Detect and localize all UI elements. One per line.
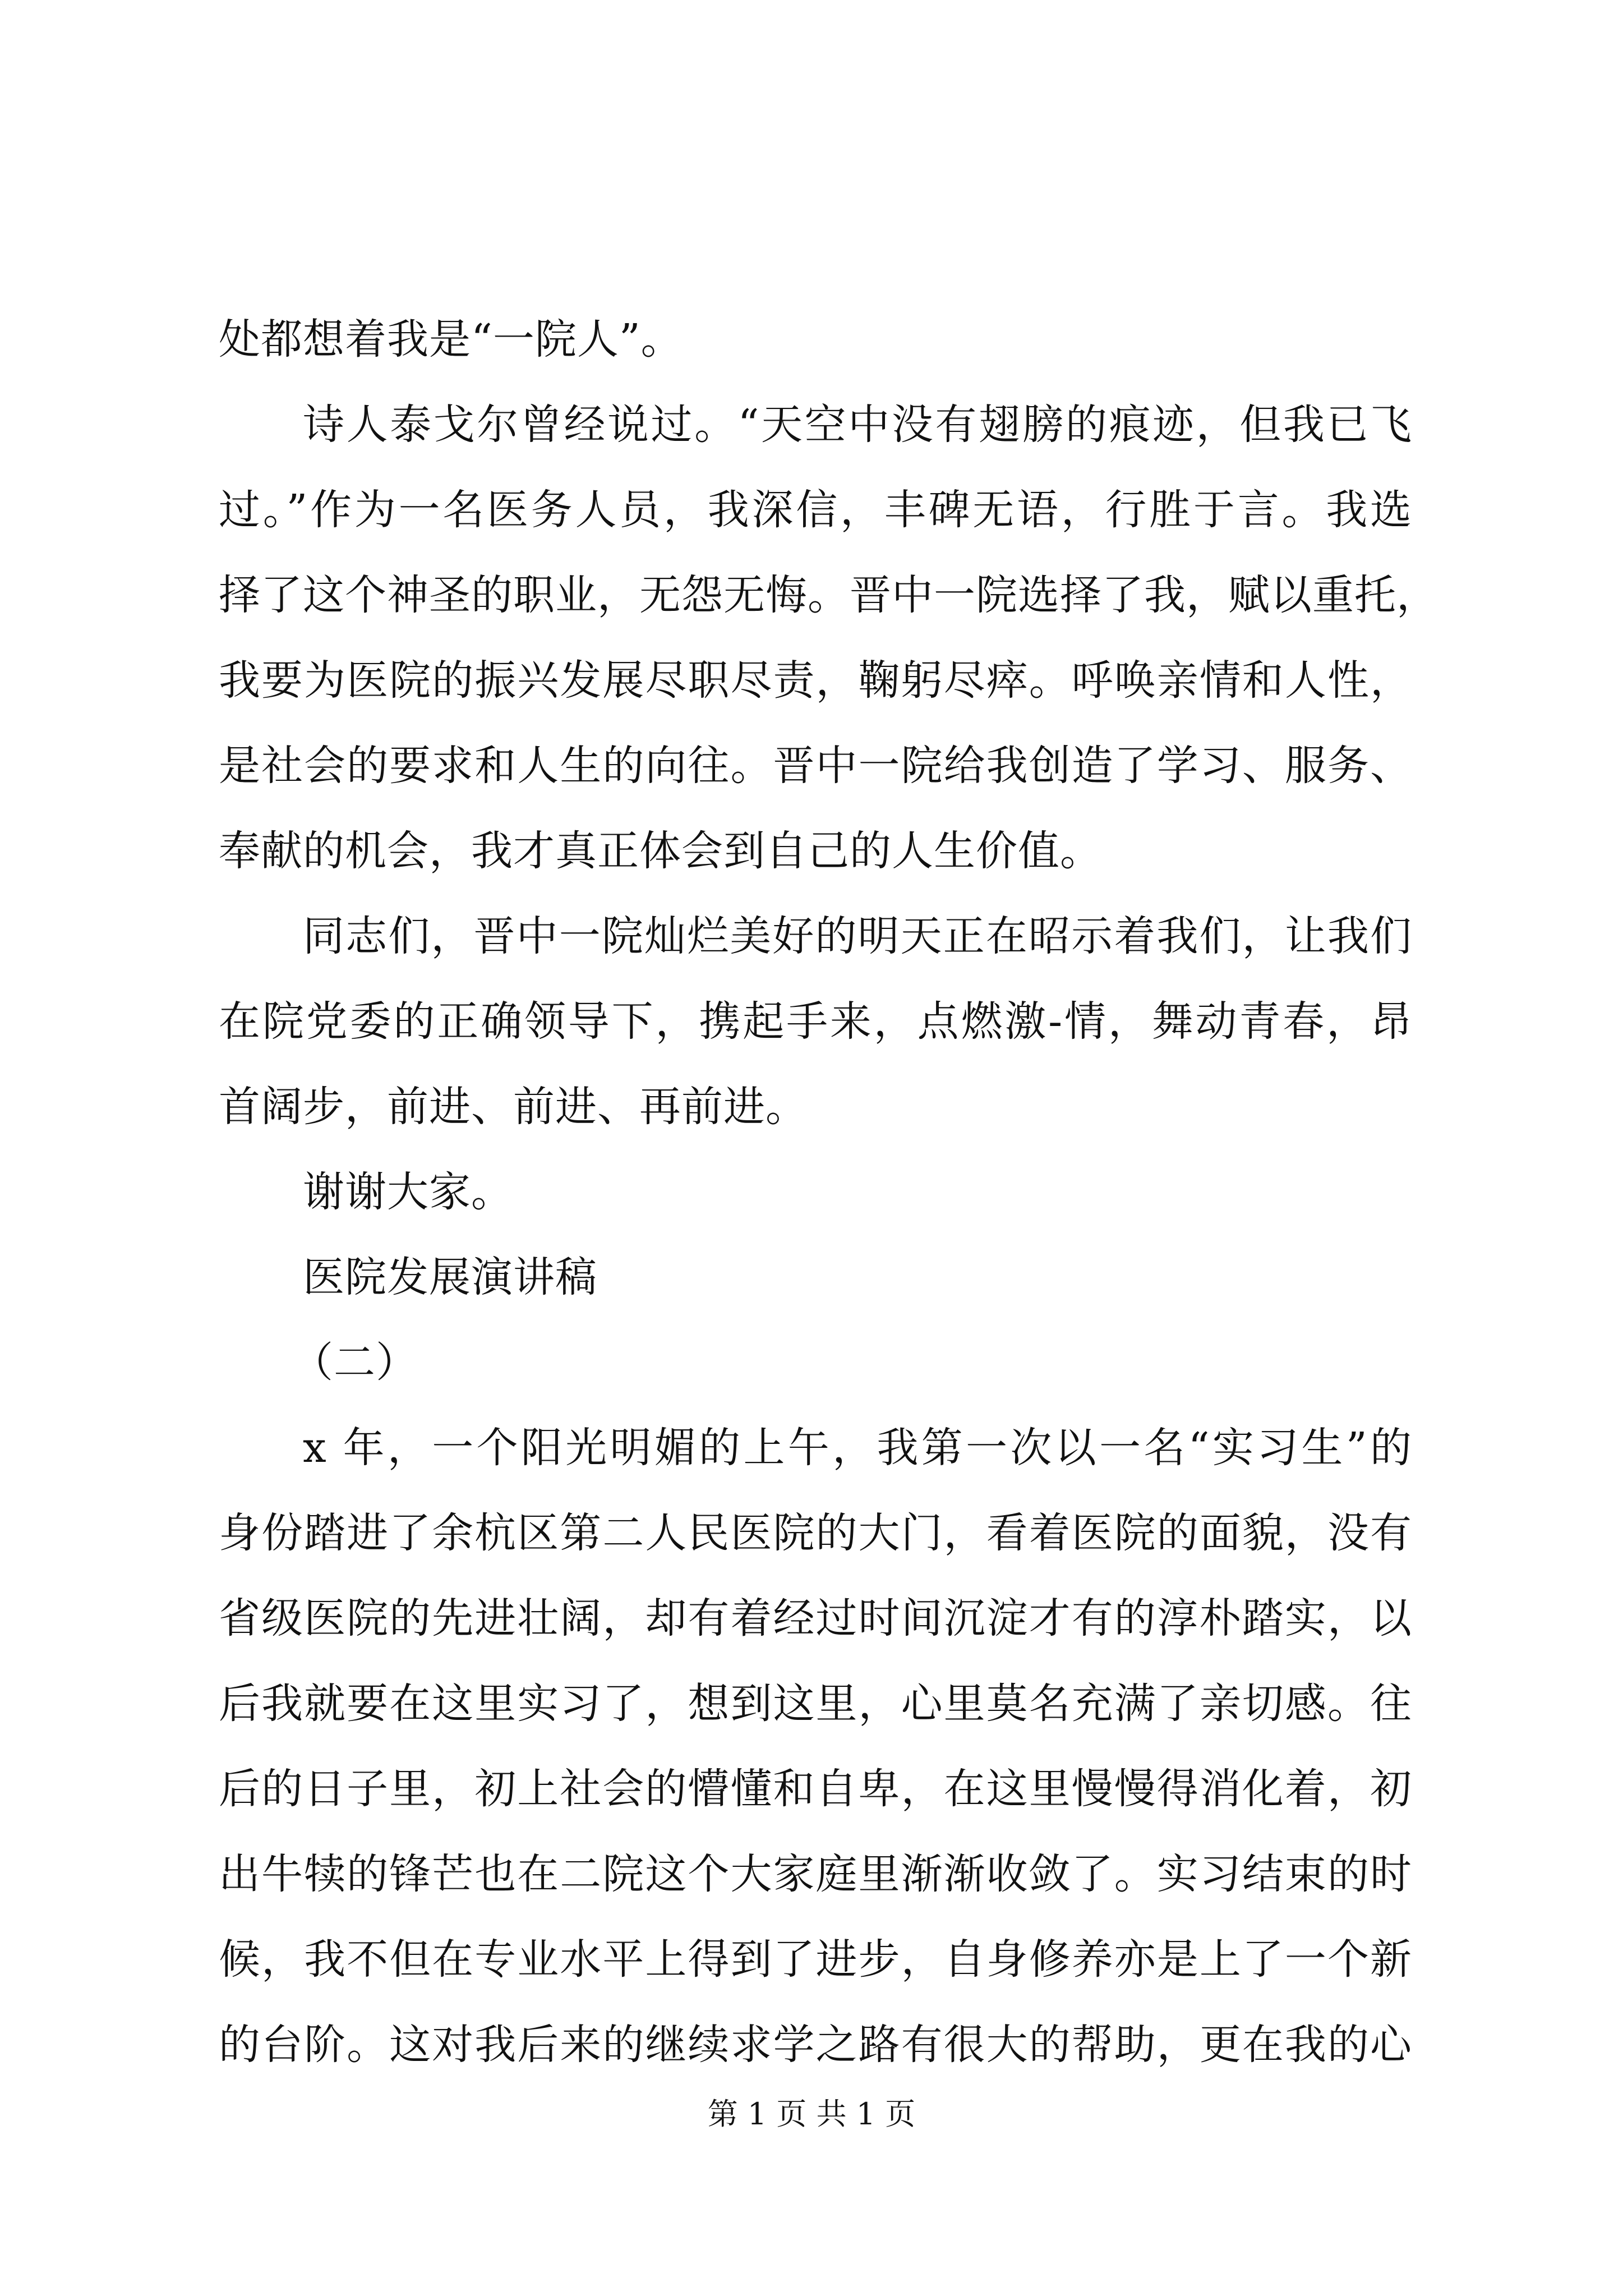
text-line: x 年，一个阳光明媚的上午，我第一次以一名“实习生”的 <box>303 1424 1412 1472</box>
text-line: 的台阶。这对我后来的继续求学之路有很大的帮助，更在我的心 <box>219 2021 1412 2069</box>
text-line: 在院党委的正确领导下，携起手来，点燃激-情，舞动青春，昂 <box>219 997 1412 1046</box>
text-line: 诗人泰戈尔曾经说过。“天空中没有翅膀的痕迹，但我已飞 <box>303 401 1412 449</box>
page-footer: 第 1 页 共 1 页 <box>707 2096 916 2132</box>
text-line: 过。”作为一名医务人员，我深信，丰碑无语，行胜于言。我选 <box>219 486 1412 534</box>
text-line: 首阔步，前进、前进、再前进。 <box>219 1083 808 1131</box>
text-line: 省级医院的先进壮阔，却有着经过时间沉淀才有的淳朴踏实，以 <box>219 1594 1412 1642</box>
text-line: 我要为医院的振兴发展尽职尽责，鞠躬尽瘁。呼唤亲情和人性， <box>219 656 1412 705</box>
text-line: 处都想着我是“一院人”。 <box>219 315 683 364</box>
text-line: 谢谢大家。 <box>303 1168 513 1216</box>
text-line: 同志们，晋中一院灿烂美好的明天正在昭示着我们，让我们 <box>303 912 1412 960</box>
text-line: 后的日子里，初上社会的懵懂和自卑，在这里慢慢得消化着，初 <box>219 1765 1412 1813</box>
text-line: 后我就要在这里实习了，想到这里，心里莫名充满了亲切感。往 <box>219 1680 1412 1728</box>
text-line: 候，我不但在专业水平上得到了进步，自身修养亦是上了一个新 <box>219 1935 1412 1984</box>
text-line: 是社会的要求和人生的向往。晋中一院给我创造了学习、服务、 <box>219 742 1412 790</box>
section-title: 医院发展演讲稿 <box>303 1253 597 1301</box>
section-number: （二） <box>292 1338 418 1387</box>
text-line: 奉献的机会，我才真正体会到自己的人生价值。 <box>219 827 1102 875</box>
text-line: 出牛犊的锋芒也在二院这个大家庭里渐渐收敛了。实习结束的时 <box>219 1850 1412 1898</box>
text-line: 择了这个神圣的职业，无怨无悔。晋中一院选择了我，赋以重托， <box>219 571 1438 619</box>
text-line: 身份踏进了余杭区第二人民医院的大门，看着医院的面貌，没有 <box>219 1509 1412 1557</box>
